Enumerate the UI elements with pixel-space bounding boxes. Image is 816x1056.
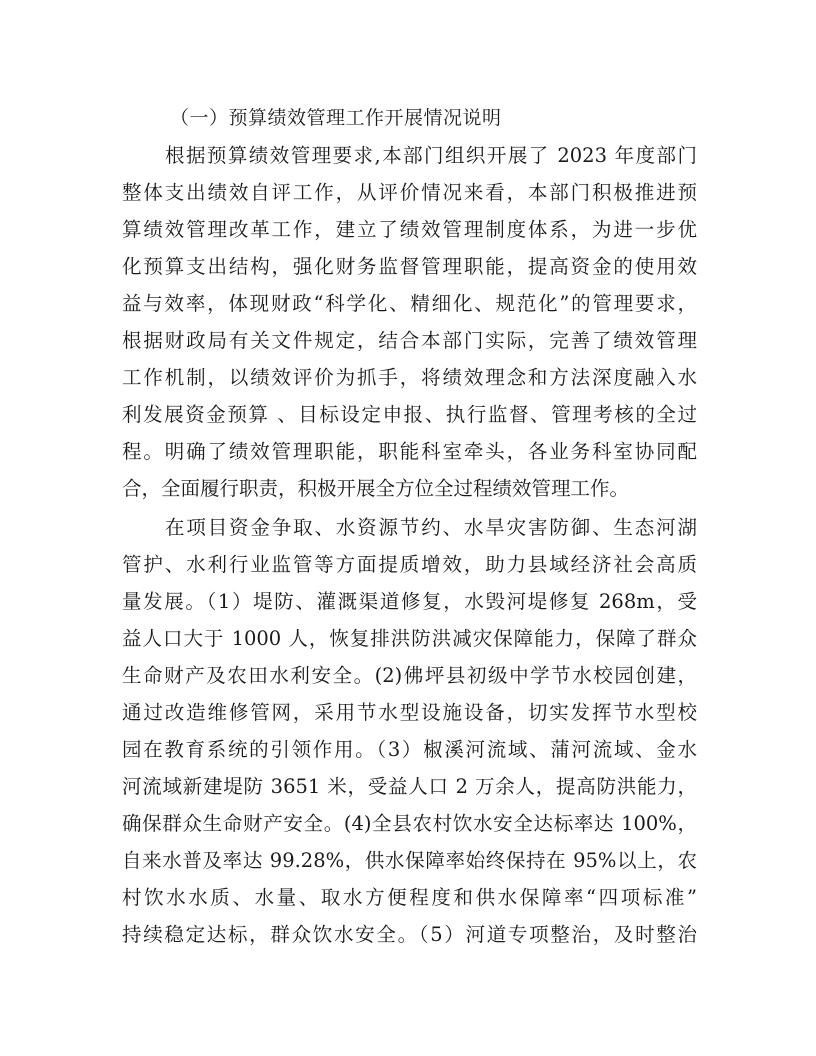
paragraph-1-line-4: 化预算支出结构，强化财务监督管理职能，提高资金的使用效 [122, 255, 697, 278]
paragraph-2-line-11: 村饮水水质、水量、取水方便程度和供水保障率“四项标准” [122, 886, 697, 909]
paragraph-1-line-2: 整体支出绩效自评工作，从评价情况来看，本部门积极推进预 [122, 181, 697, 204]
section-heading: （一）预算绩效管理工作开展情况说明 [170, 107, 502, 129]
paragraph-1-line-9: 程。明确了绩效管理职能，职能科室牵头，各业务科室协同配 [122, 440, 697, 463]
paragraph-2-line-6: 通过改造维修管网，采用节水型设施设备，切实发挥节水型校 [122, 701, 697, 724]
paragraph-1-line-1: 根据预算绩效管理要求,本部门组织开展了 2023 年度部门 [165, 144, 697, 167]
paragraph-1-line-6: 根据财政局有关文件规定，结合本部门实际，完善了绩效管理 [122, 329, 697, 352]
paragraph-2-line-10: 自来水普及率达 99.28%，供水保障率始终保持在 95%以上，农 [122, 849, 697, 872]
paragraph-2-line-7: 园在教育系统的引领作用。（3）椒溪河流域、蒲河流域、金水 [122, 738, 697, 761]
paragraph-2-line-8: 河流域新建堤防 3651 米，受益人口 2 万余人，提高防洪能力， [122, 775, 697, 798]
paragraph-2-line-9: 确保群众生命财产安全。(4)全县农村饮水安全达标率达 100%， [122, 812, 697, 835]
paragraph-2-line-4: 益人口大于 1000 人，恢复排洪防洪减灾保障能力，保障了群众 [122, 627, 697, 650]
paragraph-1-line-8: 利发展资金预算 、目标设定申报、执行监督、管理考核的全过 [122, 403, 697, 426]
paragraph-2-line-5: 生命财产及农田水利安全。(2)佛坪县初级中学节水校园创建， [122, 664, 697, 687]
paragraph-2-line-12: 持续稳定达标，群众饮水安全。（5）河道专项整治，及时整治 [122, 923, 697, 946]
paragraph-1-line-5: 益与效率，体现财政“科学化、精细化、规范化”的管理要求， [122, 292, 697, 315]
paragraph-2-line-2: 管护、水利行业监管等方面提质增效，助力县域经济社会高质 [122, 553, 697, 576]
paragraph-2-line-1: 在项目资金争取、水资源节约、水旱灾害防御、生态河湖 [165, 516, 697, 539]
paragraph-2-line-3: 量发展。（1）堤防、灌溉渠道修复，水毁河堤修复 268m，受 [122, 590, 697, 613]
paragraph-1-line-3: 算绩效管理改革工作，建立了绩效管理制度体系，为进一步优 [122, 218, 697, 241]
paragraph-1-line-10: 合，全面履行职责，积极开展全方位全过程绩效管理工作。 [122, 477, 630, 500]
paragraph-1-line-7: 工作机制，以绩效评价为抓手，将绩效理念和方法深度融入水 [122, 366, 697, 389]
